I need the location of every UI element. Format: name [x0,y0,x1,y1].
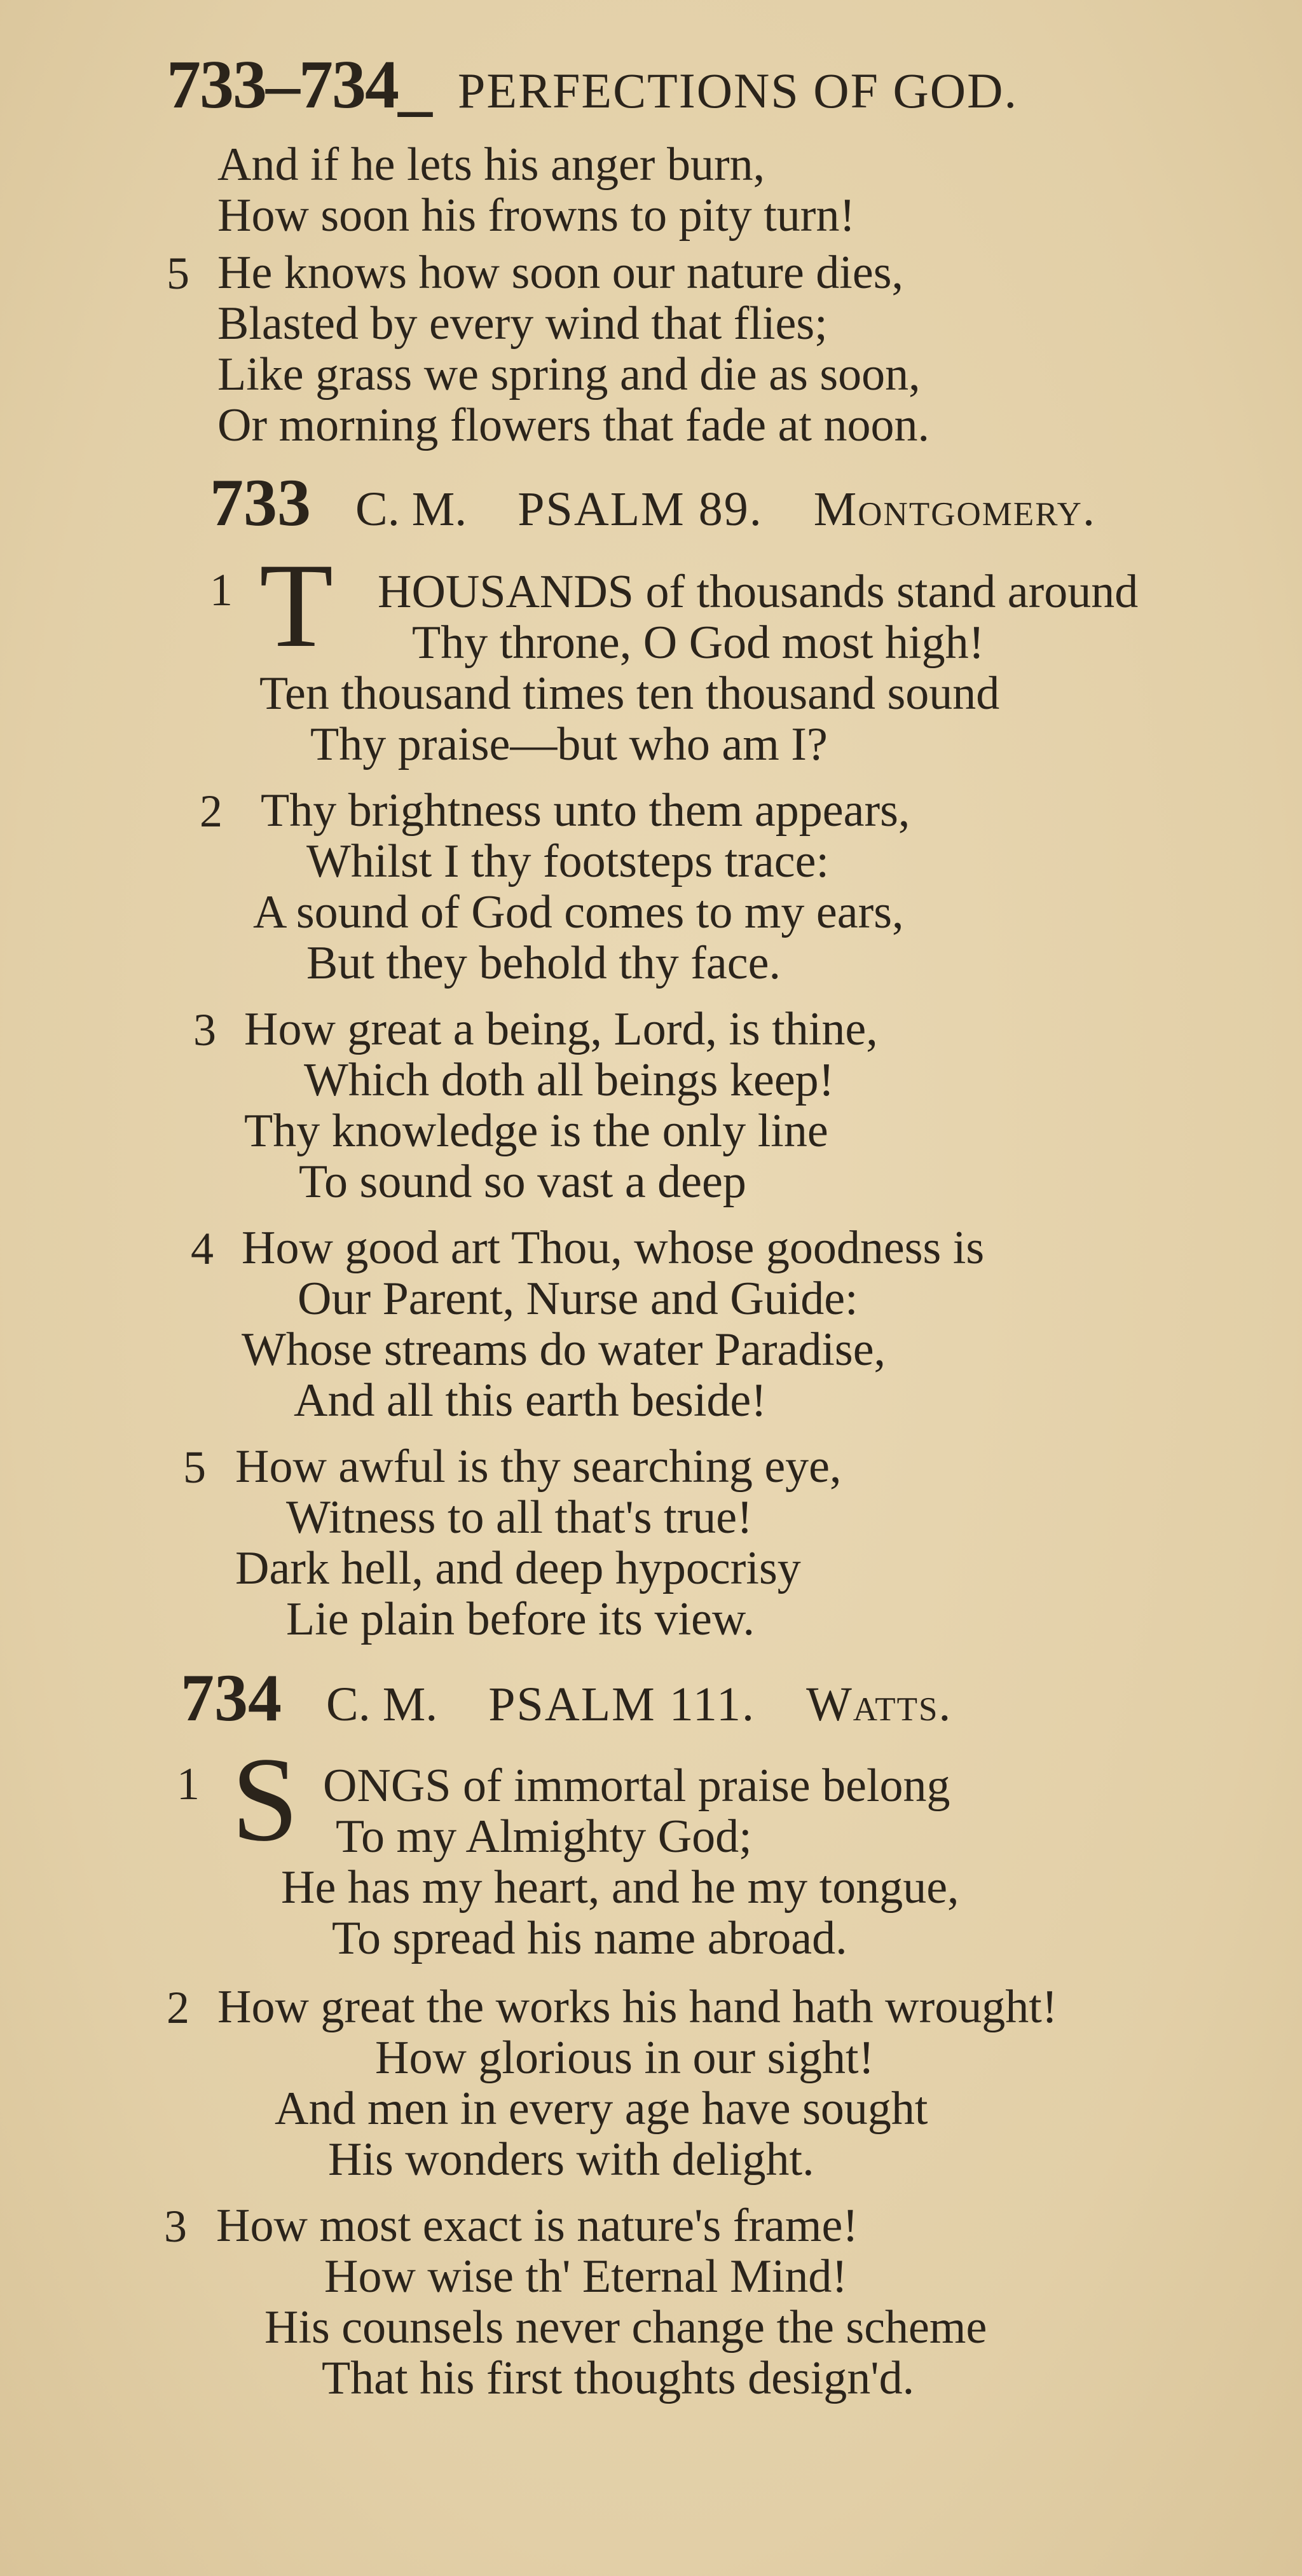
verse-line: Whilst I thy footsteps trace: [306,835,830,887]
verse-line: He knows how soon our nature dies, [217,247,903,299]
verse-line: ONGS of immortal praise belong [323,1760,950,1812]
verse-number: 1 [210,565,233,615]
verse-number: 3 [164,2201,187,2252]
verse-line: How great the works his hand hath wrought! [217,1981,1058,2033]
verse-line: Thy brightness unto them appears, [261,784,910,837]
verse-line: Which doth all beings keep! [304,1054,835,1106]
verse-line: Witness to all that's true! [286,1491,753,1544]
intro-line: And if he lets his anger burn, [217,139,765,191]
drop-cap: T [259,539,334,673]
verse-line: Or morning flowers that fade at noon. [217,399,929,451]
verse-line: Our Parent, Nurse and Guide: [298,1273,858,1325]
verse-number: 3 [193,1004,216,1055]
header-dash: _ [398,47,432,123]
verse-line: To my Almighty God; [336,1811,752,1863]
verse-line: HOUSANDS of thousands stand around [378,566,1139,618]
verse-line: Dark hell, and deep hypocrisy [235,1542,801,1594]
verse-line: Like grass we spring and die as soon, [217,348,921,401]
drop-cap: S [231,1733,299,1867]
hymn-psalm: PSALM 111. [488,1678,756,1731]
verse-number: 2 [167,1982,189,2033]
page-range: 733–734 [167,47,398,123]
verse-line: And men in every age have sought [275,2083,928,2135]
page-title: PERFECTIONS OF GOD. [458,63,1018,118]
verse-line: Ten thousand times ten thousand sound [259,668,1000,720]
page-header [167,46,1018,125]
verse-line: That his first thoughts design'd. [322,2352,915,2404]
verse-line: How good art Thou, whose goodness is [242,1222,985,1274]
hymn-meter: C. M. [326,1678,438,1731]
verse-number: 5 [167,248,189,299]
verse-line: Whose streams do water Paradise, [242,1324,886,1376]
verse-line: His wonders with delight. [328,2134,814,2186]
verse-number: 2 [200,786,223,837]
verse-line: Thy throne, O God most high! [412,617,985,669]
hymn-number: 733 [210,465,311,540]
verse-number: 4 [191,1223,214,1274]
hymn-author: Watts. [806,1678,952,1731]
verse-line: To spread his name abroad. [332,1912,847,1964]
verse-line: How wise th' Eternal Mind! [324,2251,848,2303]
verse-line: How great a being, Lord, is thine, [244,1003,878,1055]
verse-line: Lie plain before its view. [286,1593,755,1645]
verse-line: And all this earth beside! [294,1374,767,1427]
hymn-psalm: PSALM 89. [517,483,763,536]
verse-line: How awful is thy searching eye, [235,1441,842,1493]
verse-line: He has my heart, and he my tongue, [281,1861,959,1914]
hymn-734-heading [181,1661,952,1735]
hymn-number: 734 [181,1661,282,1735]
verse-number: 1 [177,1758,200,1809]
verse-line: A sound of God comes to my ears, [253,886,904,938]
verse-line: His counsels never change the scheme [264,2301,987,2353]
intro-line: How soon his frowns to pity turn! [217,189,856,242]
verse-line: Blasted by every wind that flies; [217,298,828,350]
verse-line: But they behold thy face. [306,937,781,989]
verse-number: 5 [183,1442,206,1493]
verse-line: To sound so vast a deep [299,1156,746,1208]
verse-line: How glorious in our sight! [375,2032,875,2084]
verse-line: How most exact is nature's frame! [216,2200,858,2252]
hymn-733-heading [210,465,1096,540]
hymn-author: Montgomery. [813,483,1096,536]
hymn-meter: C. M. [355,483,467,536]
verse-line: Thy praise—but who am I? [310,718,828,771]
verse-line: Thy knowledge is the only line [244,1105,828,1157]
